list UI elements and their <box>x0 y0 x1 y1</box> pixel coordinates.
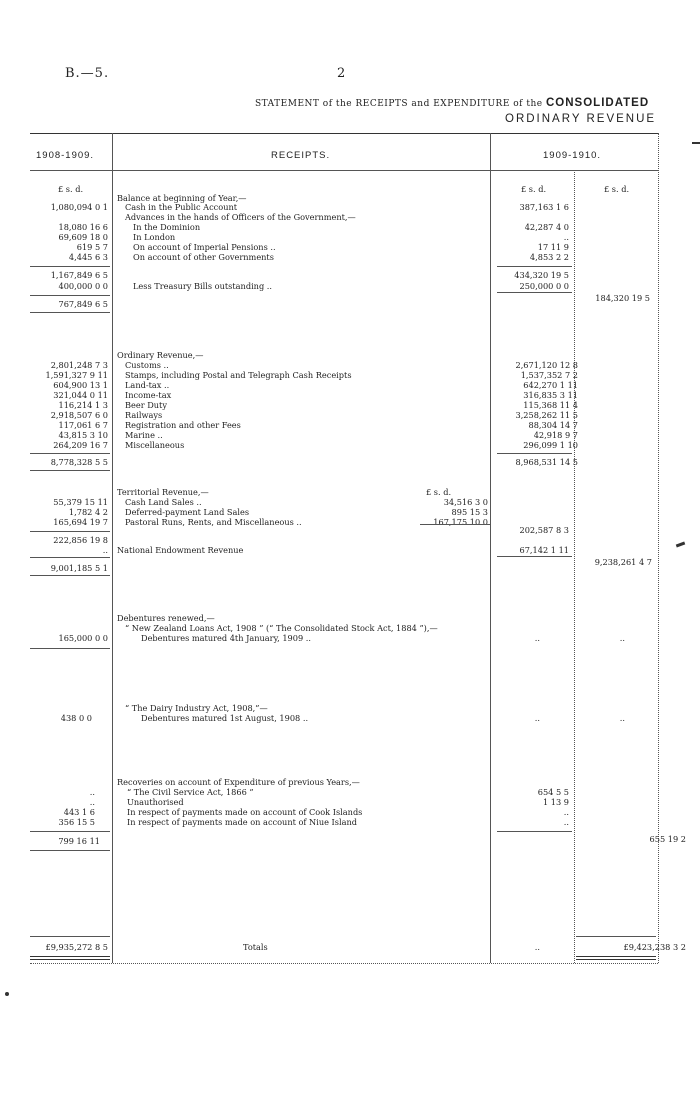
rule <box>30 959 110 960</box>
dairy-act: “ The Dairy Industry Act, 1908,”— <box>125 703 268 713</box>
statement-title <box>255 97 649 109</box>
ordinary-row-label: Beer Duty <box>125 400 167 410</box>
rule <box>30 266 110 267</box>
rule <box>30 531 110 532</box>
rule <box>30 295 110 296</box>
totals-r2: £9,423,238 3 2 <box>623 942 686 952</box>
ordinary-left-value: 1,591,327 9 11 <box>45 370 108 380</box>
statement-title-bold: CONSOLIDATED <box>546 97 650 109</box>
grand-left: 9,001,185 5 1 <box>50 563 108 573</box>
debentures-matured: Debentures matured 4th January, 1909 .. <box>141 633 311 643</box>
ordinary-left-value: 117,061 6 7 <box>58 420 108 430</box>
column-header-1909: 1909-1910. <box>543 150 602 161</box>
territorial-mid-value: 895 15 3 <box>451 507 488 517</box>
ordinary-row-label: Marine .. <box>125 430 163 440</box>
rule <box>576 959 656 960</box>
recoveries-r1-value: 1 13 9 <box>542 797 569 807</box>
ordinary-total-r1: 8,968,531 14 5 <box>515 457 578 467</box>
balance-subtotal-left: 1,167,849 6 5 <box>50 270 108 280</box>
ordinary-row-label: Miscellaneous <box>125 440 185 450</box>
unit-header-right1: £ s. d. <box>521 184 547 194</box>
ordinary-row-label: Stamps, including Postal and Telegraph Cash Receipts <box>125 370 352 380</box>
territorial-total-left: 222,856 19 8 <box>53 535 108 545</box>
territorial-total-r1: 202,587 8 3 <box>519 525 569 535</box>
territorial-mid-value: 167,175 10 0 <box>433 517 488 527</box>
ordinary-r1-value: 115,368 11 4 <box>523 400 578 410</box>
debentures-left: 165,000 0 0 <box>58 633 108 643</box>
balance-net-r2: 184,320 19 5 <box>595 293 650 303</box>
dominion-r1: 42,287 4 0 <box>524 222 569 232</box>
recoveries-row-label: “ The Civil Service Act, 1866 ” <box>127 787 254 797</box>
recoveries-r1-value: .. <box>563 817 569 827</box>
dairy-r2: .. <box>619 713 625 723</box>
ordinary-row-label: Registration and other Fees <box>125 420 241 430</box>
scan-mark <box>676 542 685 548</box>
ordinary-left-value: 321,044 0 11 <box>53 390 108 400</box>
rule <box>30 936 110 937</box>
unit-header-left: £ s. d. <box>58 184 84 194</box>
unit-header-right2: £ s. d. <box>604 184 630 194</box>
statement-subtitle: ORDINARY REVENUE <box>505 113 657 125</box>
recoveries-left-value: 356 15 5 <box>58 817 95 827</box>
territorial-mid-value: 34,516 3 0 <box>443 497 488 507</box>
other-govt-left: 4,445 6 3 <box>68 252 108 262</box>
rule <box>30 312 110 313</box>
treasury-r1: 250,000 0 0 <box>519 281 569 291</box>
dominion-left: 18,080 16 6 <box>58 222 108 232</box>
london-label: In London <box>133 232 176 242</box>
ordinary-row-label: Income-tax <box>125 390 172 400</box>
territorial-heading: Territorial Revenue,— <box>117 487 209 497</box>
cash-r1: 387,163 1 6 <box>519 202 569 212</box>
recoveries-left-value: .. <box>89 797 95 807</box>
debentures-r1: .. <box>534 633 540 643</box>
totals-label: Totals <box>243 942 268 952</box>
balance-net-left: 767,849 6 5 <box>58 299 108 309</box>
ordinary-r1-value: 3,258,262 11 5 <box>515 410 578 420</box>
rule <box>30 956 110 957</box>
territorial-row-label: Cash Land Sales .. <box>125 497 202 507</box>
ordinary-r1-value: 2,671,120 12 8 <box>515 360 578 370</box>
header-rule <box>30 170 658 171</box>
rule <box>30 557 110 558</box>
rule <box>30 453 110 454</box>
recoveries-total-r2: 655 19 2 <box>649 834 686 844</box>
ordinary-left-value: 604,900 13 1 <box>53 380 108 390</box>
ordinary-total-left: 8,778,328 5 5 <box>50 457 108 467</box>
debentures-r2: .. <box>619 633 625 643</box>
endowment-label: National Endowment Revenue <box>117 545 244 555</box>
ordinary-left-value: 2,801,248 7 3 <box>50 360 108 370</box>
imperial-label: On account of Imperial Pensions .. <box>133 242 276 252</box>
rule <box>497 831 572 832</box>
ordinary-r1-value: 296,099 1 10 <box>523 440 578 450</box>
col-divider-mid <box>490 133 491 963</box>
territorial-left-value: 1,782 4 2 <box>68 507 108 517</box>
recoveries-r1-value: 654 5 5 <box>537 787 569 797</box>
ordinary-r1-value: 88,304 14 7 <box>528 420 578 430</box>
endowment-left: .. <box>102 545 108 555</box>
rule <box>497 266 572 267</box>
ordinary-row-label: Land-tax .. <box>125 380 170 390</box>
rule <box>30 850 110 851</box>
london-r1: .. <box>563 232 569 242</box>
recoveries-row-label: In respect of payments made on account of Niue Island <box>127 817 357 827</box>
debentures-heading: Debentures renewed,— <box>117 613 215 623</box>
rule <box>30 470 110 471</box>
page-reference: B.—5. <box>65 66 110 81</box>
rule <box>576 956 656 957</box>
column-header-1908: 1908-1909. <box>36 150 95 161</box>
dairy-matured: Debentures matured 1st August, 1908 .. <box>141 713 309 723</box>
recoveries-heading: Recoveries on account of Expenditure of previous Years,— <box>117 777 360 787</box>
rule <box>30 831 110 832</box>
ordinary-r1-value: 642,270 1 11 <box>523 380 578 390</box>
col-divider-left <box>112 133 113 963</box>
recoveries-left-value: 443 1 6 <box>63 807 95 817</box>
territorial-row-label: Pastoral Runs, Rents, and Miscellaneous .. <box>125 517 302 527</box>
debentures-act: “ New Zealand Loans Act, 1908 ” (“ The Consolidated Stock Act, 1884 ”),— <box>125 623 438 633</box>
page-number: 2 <box>337 66 347 81</box>
recoveries-left-value: .. <box>89 787 95 797</box>
territorial-unit-header: £ s. d. <box>426 487 452 497</box>
rule <box>497 453 572 454</box>
ordinary-left-value: 43,815 3 10 <box>58 430 108 440</box>
ordinary-r1-value: 316,835 3 11 <box>523 390 578 400</box>
table-top-rule <box>30 133 658 134</box>
advances-heading: Advances in the hands of Officers of the Government,— <box>125 212 356 222</box>
dairy-r1: .. <box>534 713 540 723</box>
rule <box>420 524 490 525</box>
ordinary-row-label: Railways <box>125 410 163 420</box>
grand-r2: 9,238,261 4 7 <box>594 557 652 567</box>
recoveries-total-left: 799 16 11 <box>58 836 100 846</box>
rule <box>30 648 110 649</box>
rule <box>576 936 656 937</box>
territorial-left-value: 165,694 19 7 <box>53 517 108 527</box>
balance-heading: Balance at beginning of Year,— <box>117 193 247 203</box>
other-govt-label: On account of other Governments <box>133 252 274 262</box>
scan-mark <box>692 142 700 144</box>
treasury-left: 400,000 0 0 <box>58 281 108 291</box>
endowment-r1: 67,142 1 11 <box>519 545 569 555</box>
imperial-left: 619 5 7 <box>76 242 108 252</box>
ordinary-heading: Ordinary Revenue,— <box>117 350 204 360</box>
territorial-left-value: 55,379 15 11 <box>53 497 108 507</box>
london-left: 69,609 18 0 <box>58 232 108 242</box>
scan-mark <box>5 992 9 996</box>
cash-left: 1,080,094 0 1 <box>50 202 108 212</box>
dairy-left: 438 0 0 <box>60 713 92 723</box>
dominion-label: In the Dominion <box>133 222 201 232</box>
rule <box>497 292 572 293</box>
cash-label: Cash in the Public Account <box>125 202 238 212</box>
recoveries-r1-value: .. <box>563 807 569 817</box>
balance-subtotal-r1: 434,320 19 5 <box>514 270 569 280</box>
ordinary-r1-value: 1,537,352 7 2 <box>520 370 578 380</box>
ordinary-r1-value: 42,918 9 7 <box>533 430 578 440</box>
other-govt-r1: 4,853 2 2 <box>529 252 569 262</box>
recoveries-row-label: In respect of payments made on account of Cook Islands <box>127 807 363 817</box>
imperial-r1: 17 11 9 <box>537 242 569 252</box>
treasury-label: Less Treasury Bills outstanding .. <box>133 281 273 291</box>
column-header-receipts: RECEIPTS. <box>271 150 331 161</box>
table-bottom-rule <box>30 963 658 964</box>
rule <box>30 575 110 576</box>
rule <box>497 556 572 557</box>
recoveries-row-label: Unauthorised <box>127 797 184 807</box>
territorial-row-label: Deferred-payment Land Sales <box>125 507 250 517</box>
totals-left: £9,935,272 8 5 <box>45 942 108 952</box>
ordinary-left-value: 264,209 16 7 <box>53 440 108 450</box>
statement-title-text: STATEMENT of the RECEIPTS and EXPENDITURE of the <box>255 99 543 109</box>
ordinary-row-label: Customs .. <box>125 360 169 370</box>
ordinary-left-value: 116,214 1 3 <box>58 400 108 410</box>
ordinary-left-value: 2,918,507 6 0 <box>50 410 108 420</box>
col-divider-right <box>574 170 575 963</box>
totals-r1: .. <box>534 942 540 952</box>
